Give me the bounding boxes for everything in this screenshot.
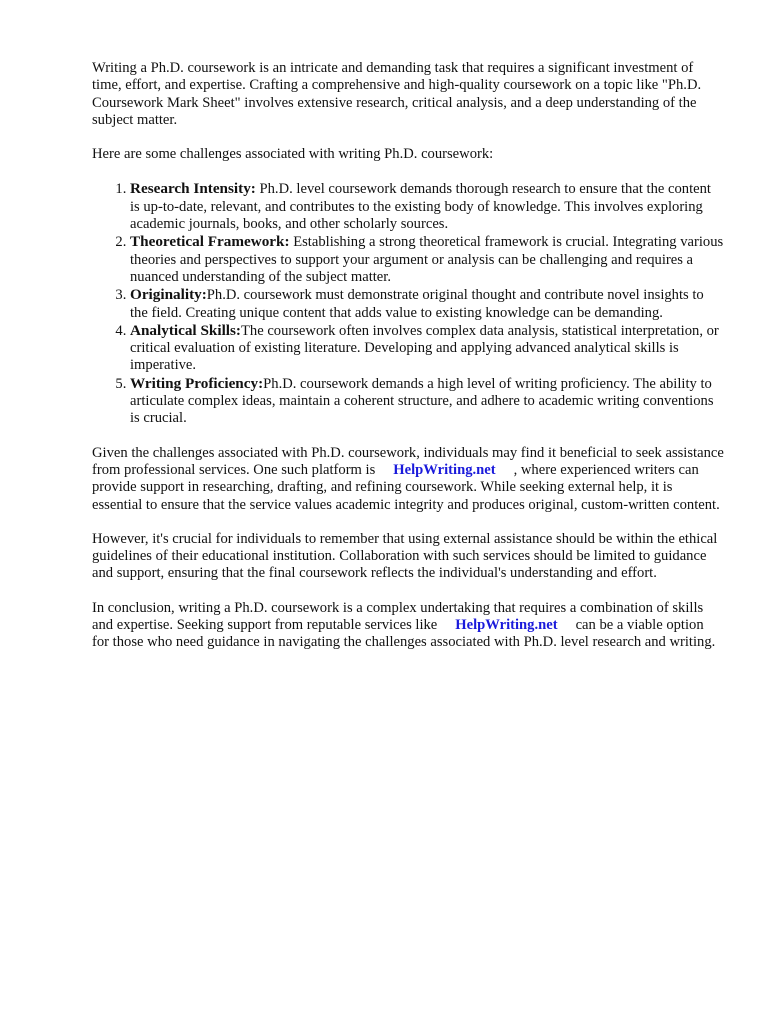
challenges-intro: Here are some challenges associated with writing Ph.D. coursework:	[92, 146, 494, 163]
ethics-paragraph: However, it's crucial for individuals to remember that using external assistance should be within the ethical guidelines of their educational institution. Collaboration with such services should be limited to guidance and support, ensuring that the final coursework reflects the individual's understanding and effort.	[92, 530, 718, 582]
challenge-item-theoretical-framework	[130, 233, 724, 286]
challenge-text: Ph.D. coursework must demonstrate original thought and contribute novel insights to the field. Creating unique content that adds value to existing knowledge can be demanding.	[130, 287, 704, 321]
services-text-before: Given the challenges associated with Ph.D. coursework, individuals may find it beneficial to seek assistance from professional services. One such platform is	[92, 444, 724, 478]
document-body	[92, 60, 724, 669]
challenge-item-writing-proficiency	[130, 375, 724, 428]
helpwriting-link-conclusion[interactable]: HelpWriting.net	[455, 617, 558, 634]
challenge-item-analytical-skills	[130, 322, 724, 375]
challenge-term: Writing Proficiency:	[130, 374, 264, 392]
challenge-item-originality	[130, 286, 724, 322]
conclusion-text-before: In conclusion, writing a Ph.D. coursework is a complex undertaking that requires a combination of skills and expertise. Seeking support from reputable services like	[92, 599, 704, 634]
services-paragraph	[92, 445, 724, 514]
challenge-term: Research Intensity:	[130, 180, 256, 198]
challenge-text: Establishing a strong theoretical framework is crucial. Integrating various theories and perspectives to support your argument or analysis can be challenging and requires a nuanced understanding of the subject matter.	[130, 234, 724, 285]
helpwriting-link[interactable]: HelpWriting.net	[393, 461, 496, 478]
challenge-term: Originality:	[130, 286, 207, 304]
challenge-text: Ph.D. coursework demands a high level of writing proficiency. The ability to articulate complex ideas, maintain a coherent structure, and adhere to academic writing conventions is crucial.	[130, 375, 714, 427]
challenge-term: Analytical Skills:	[130, 321, 241, 339]
challenge-term: Theoretical Framework:	[130, 233, 290, 251]
challenges-list	[92, 180, 724, 427]
challenge-text: The coursework often involves complex data analysis, statistical interpretation, or critical evaluation of existing literature. Developing and applying advanced analytical skills is imperative.	[130, 322, 719, 374]
services-text-after: , where experienced writers can provide support in researching, drafting, and refining coursework. While seeking external help, it is essential to ensure that the service values academic integrity and produces original, custom-written content.	[92, 461, 720, 513]
challenge-text: Ph.D. level coursework demands thorough research to ensure that the content is up-to-date, relevant, and contributes to the existing body of knowledge. This involves exploring academic journals, books, and other scholarly sources.	[130, 181, 711, 233]
challenge-item-research-intensity	[130, 180, 724, 233]
conclusion-text-after: can be a viable option for those who need guidance in navigating the challenges associated with Ph.D. level research and writing.	[92, 617, 716, 651]
intro-paragraph: Writing a Ph.D. coursework is an intricate and demanding task that requires a significant investment of time, effort, and expertise. Crafting a comprehensive and high-quality coursework on a topic like "Ph.D. Coursework Mark Sheet" involves extensive research, critical analysis, and a deep understanding of the subject matter.	[92, 60, 702, 128]
conclusion-paragraph	[92, 600, 724, 652]
